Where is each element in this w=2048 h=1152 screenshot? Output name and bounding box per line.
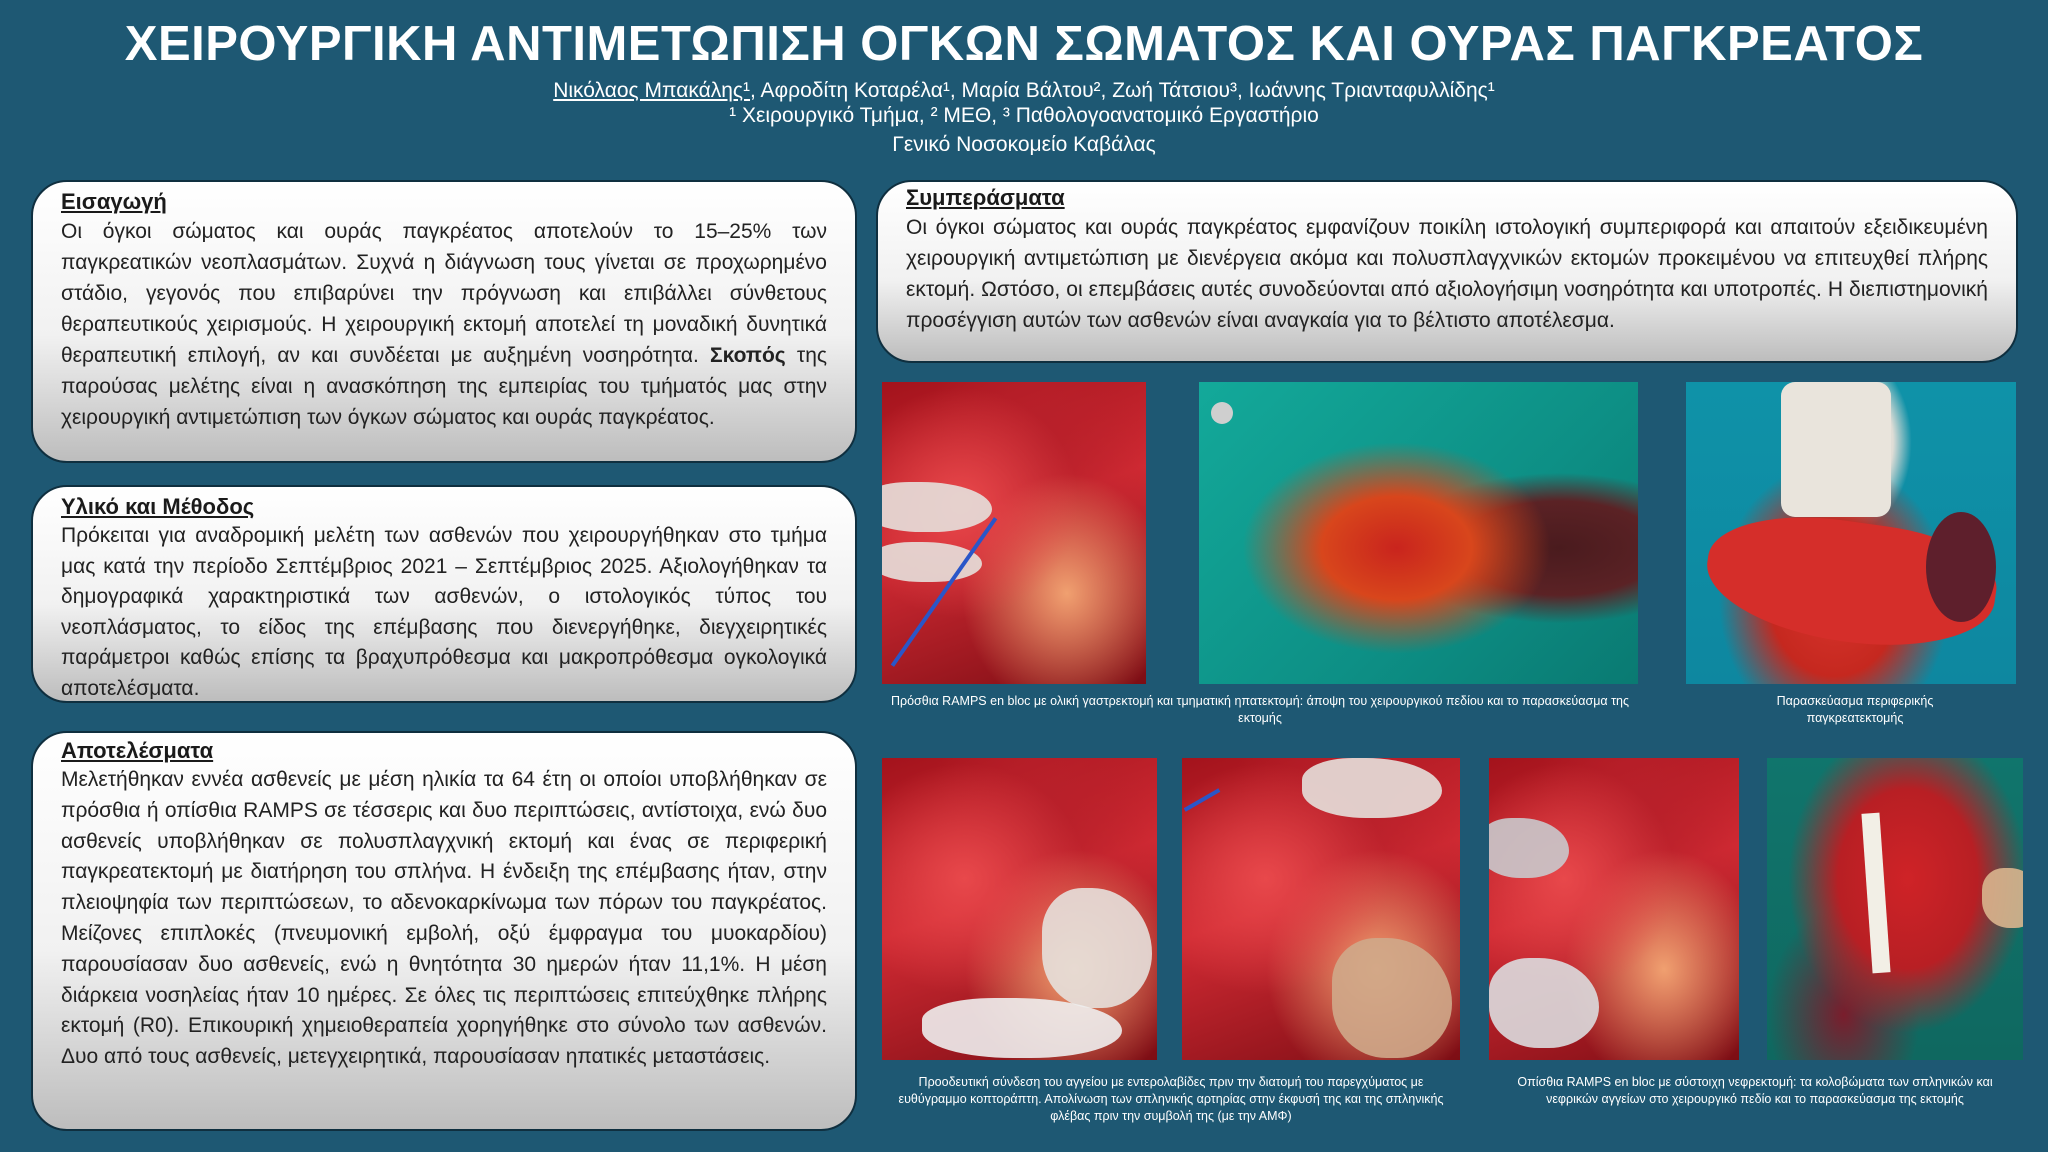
- distal-pancreatectomy-specimen-photo: [1686, 382, 2016, 684]
- surgical-field-photo-2: [882, 758, 1157, 1060]
- surgical-field-photo-4: [1489, 758, 1739, 1060]
- hospital-name: Γενικό Νοσοκομείο Καβάλας: [892, 133, 1156, 156]
- surgical-field-photo-3: [1182, 758, 1460, 1060]
- caption-posterior-ramps: Οπίσθια RAMPS en bloc με σύστοιχη νεφρεκτομή: τα κολοβώματα των σπληνικών και νεφρικών αγγείων στο χειρουργικό πεδίο και το παρασκεύασμα της εκτομής: [1517, 1075, 1993, 1106]
- results-heading: Αποτελέσματα: [61, 738, 214, 763]
- resected-specimen-photo-1: [1199, 382, 1638, 684]
- methods-text: Πρόκειται για αναδρομική μελέτη των ασθενών που χειρουργήθηκαν στο τμήμα μας κατά την περίοδο Σεπτέμβριος 2021 – Σεπτέμβριος 2025. Αξιολογήθηκαν τα δημογραφικά χαρακτηριστικά των ασθενών, ο ιστολογικός τύπος του νεοπλάσματος, το είδος της επέμβασης που διενεργήθηκε, διεγχειρητικές παράμετροι καθώς επίσης τα βραχυπρόθεσμα και μακροπρόθεσμα ογκολογικά αποτελέσματα.: [61, 524, 827, 700]
- poster-title: ΧΕΙΡΟΥΡΓΙΚΗ ΑΝΤΙΜΕΤΩΠΙΣΗ ΟΓΚΩΝ ΣΩΜΑΤΟΣ ΚΑΙ ΟΥΡΑΣ ΠΑΓΚΡΕΑΤΟΣ: [124, 17, 1924, 71]
- results-text: Μελετήθηκαν εννέα ασθενείς με μέση ηλικία τα 64 έτη οι οποίοι υποβλήθηκαν σε πρόσθια ή οπίσθια RAMPS σε τέσσερις και δυο περιπτώσεις, αντίστοιχα, ενώ δυο ασθενείς υποβλήθηκαν σε πολυσπλαγχνική εκτομή και ένας σε περιφερική παγκρεατεκτομή με διατήρηση του σπλήνα. Η ένδειξη της επέμβασης ήταν, στην πλειοψηφία των περιπτώσεων, το αδενοκαρκίνωμα των πόρων του παγκρέατος. Μείζονες επιπλοκές (πνευμονική εμβολή, οξύ έμφραγμα του μυοκαρδίου) παρουσίασαν δυο ασθενείς, ενώ η θνητότητα 30 ημερών ήταν 11,1%. Η μέση διάρκεια νοσηλείας ήταν 10 ημέρες. Σε όλες τις περιπτώσεις επιτεύχθηκε πλήρης εκτομή (R0). Επικουρική χημειοθεραπεία χορηγήθηκε στο σύνολο των ασθενών. Δυο από τους ασθενείς, μετεγχειρητικά, παρουσίασαν ηπατικές μεταστάσεις.: [61, 768, 827, 1069]
- caption-distal-pancreatectomy: Παρασκεύασμα περιφερικής παγκρεατεκτομής: [1776, 694, 1934, 725]
- conclusions-heading: Συμπεράσματα: [906, 185, 1065, 210]
- methods-heading: Υλικό και Μέθοδος: [61, 494, 255, 519]
- conclusions-box: [876, 180, 2018, 363]
- results-box: [31, 731, 857, 1131]
- presenter-name: Νικόλαος Μπακάλης¹: [553, 79, 751, 102]
- aim-label: Σκοπός: [710, 344, 786, 367]
- posterior-ramps-specimen-photo: [1767, 758, 2023, 1060]
- introduction-text: Οι όγκοι σώματος και ουράς παγκρέατος αποτελούν το 15–25% των παγκρεατικών νεοπλασμάτων. Συχνά η διάγνωση τους γίνεται σε προχωρημένο στάδιο, γεγονός που επιβαρύνει την πρόγνωση και επιβάλλει σύνθετους θεραπευτικούς χειρισμούς. Η χειρουργική εκτομή αποτελεί τη μοναδική δυνητικά θεραπευτική επιλογή, αν και συνδέεται με αυξημένη νοσηρότητα. Σκοπός της παρούσας μελέτης είναι η ανασκόπηση της εμπειρίας του τμήματός μας στην χειρουργική αντιμετώπιση των όγκων σώματος και ουράς παγκρέατος.: [61, 220, 827, 429]
- caption-vessel-ligation: Προοδευτική σύνδεση του αγγείου με εντερολαβίδες πριν την διατομή του παρεγχύματος με ευθύγραμμο κοπτοράπτη. Απολίνωση των σπληνικής αρτηρίας στην έκφυσή της και της σπληνικής φλέβας πριν την συμβολή της (με την ΑΜΦ): [898, 1075, 1444, 1123]
- surgical-field-photo-1: [882, 382, 1146, 684]
- authors-line: [0, 79, 2048, 103]
- caption-anterior-ramps: Πρόσθια RAMPS en bloc με ολική γαστρεκτομή και τμηματική ηπατεκτομή: άποψη του χειρουργικού πεδίου και το παρασκεύασμα της εκτομής: [890, 694, 1630, 725]
- introduction-box: [31, 180, 857, 463]
- introduction-heading: Εισαγωγή: [61, 189, 167, 214]
- affiliations: ¹ Χειρουργικό Τμήμα, ² ΜΕΘ, ³ Παθολογοανατομικό Εργαστήριο: [729, 104, 1319, 127]
- coauthors: , Αφροδίτη Κοταρέλα¹, Μαρία Βάλτου², Ζωή Τάτσιου³, Ιωάννης Τριανταφυλλίδης¹: [750, 79, 1495, 102]
- conclusions-text: Οι όγκοι σώματος και ουράς παγκρέατος εμφανίζουν ποικίλη ιστολογική συμπεριφορά και απαιτούν εξειδικευμένη χειρουργική αντιμετώπιση με διενέργεια ακόμα και πολυσπλαγχνικών εκτομών προκειμένου να επιτευχθεί πλήρης εκτομή. Ωστόσο, οι επεμβάσεις αυτές συνοδεύονται από αξιολογήσιμη νοσηρότητα και υποτροπές. Η διεπιστημονική προσέγγιση αυτών των ασθενών είναι αναγκαία για το βέλτιστο αποτέλεσμα.: [906, 216, 1988, 332]
- methods-box: [31, 485, 857, 703]
